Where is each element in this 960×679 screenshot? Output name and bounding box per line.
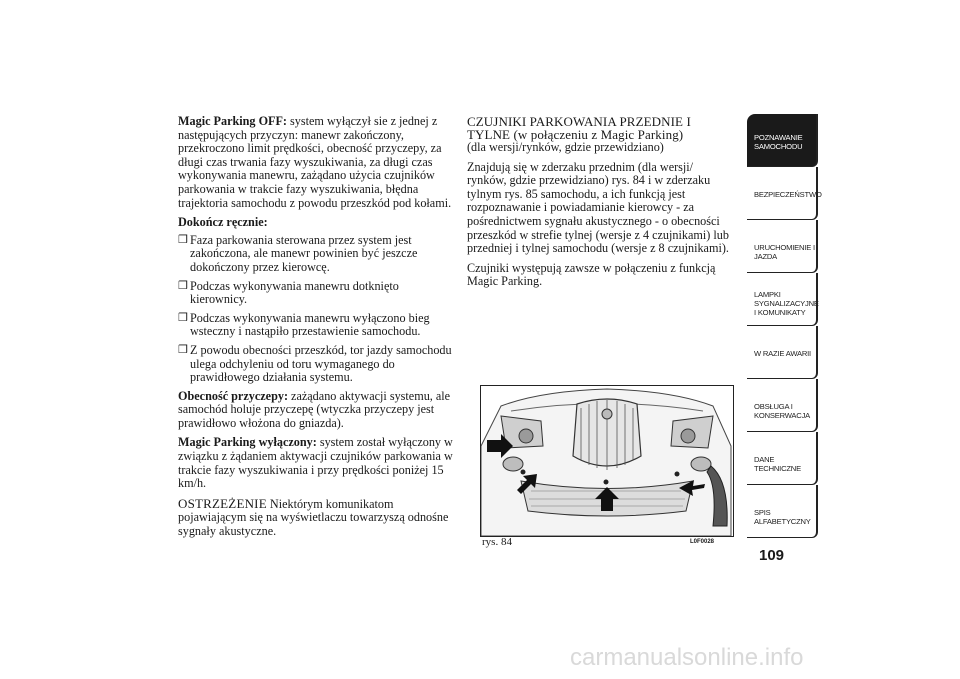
tab-obsluga-i-konserwacja[interactable]: OBSŁUGA I KONSERWACJA [747,379,818,432]
tab-bezpieczenstwo[interactable]: BEZPIECZEŃSTWO [747,167,818,220]
tab-uruchomienie-i-jazda[interactable]: URUCHOMIENIE I JAZDA [747,220,818,273]
warning-paragraph: OSTRZEŻENIE Niektórym komunikatom pojawiającym się na wyświetlaczu towarzyszą odnośne sygnały akustyczne. [178,495,449,539]
figure-caption: rys. 84 [482,536,512,548]
paragraph-obecnosc-przyczepy: Obecność przyczepy: zażądano aktywacji systemu, ale samochód holuje przyczepę (wtyczka przyczepy jest prawidłowo włożona do gniazda). [178,388,451,430]
figure-code: L0F0028 [690,539,715,545]
tab-w-razie-awarii[interactable]: W RAZIE AWARII [747,326,818,379]
bullet-item: ❒ Z powodu obecności przeszkód, tor jazdy samochodu ulega odchyleniu od toru wymaganego do prawidłowego działania systemu. [178,342,452,385]
right-column [467,115,732,295]
checkbox-bullet-icon: ❒ [178,279,188,292]
bullet-item: ❒ Podczas wykonywania manewru wyłączono bieg wsteczny i nastąpiło przestawienie samochodu. [178,310,430,339]
chapter-tabs [747,114,822,538]
tab-dane-techniczne[interactable]: DANE TECHNICZNE [747,432,818,485]
bullet-item: ❒ Podczas wykonywania manewru dotknięto kierownicy. [178,278,399,307]
page-number: 109 [759,547,785,564]
tab-lampki-sygnalizacyjne[interactable]: LAMPKI SYGNALIZACYJNE I KOMUNIKATY [747,273,818,326]
left-column [178,115,453,545]
car-front-illustration [481,386,733,536]
paragraph-sensors-location: Znajdują się w zderzaku przednim (dla wersji/ rynków, gdzie przewidziano) rys. 84 i w zderzaku tylnym rys. 85 samochodu, a ich funkcją jest rozpoznawanie i powiadamianie kierowcy - za pośrednictwem sygnału akustycznego - o obecności przeszkód w strefie tylnej (wersje z 4 czujnikami) lub przedniej i tylnej samochodu (wersje z 8 czujnikami). [467,159,729,256]
tab-poznawanie-samochodu[interactable]: POZNAWANIE SAMOCHODU [747,114,818,167]
section-heading: CZUJNIKI PARKOWANIA PRZEDNIE I TYLNE (w połączeniu z Magic Parking) [467,114,691,142]
paragraph-magic-parking-wylaczony: Magic Parking wyłączony: system został wyłączony w związku z żądaniem aktywacji czujników parkowania w trakcie fazy wyszukiwania i przy prędkości poniżej 15 km/h. [178,435,453,491]
tab-spis-alfabetyczny[interactable]: SPIS ALFABETYCZNY [747,485,818,538]
paragraph-dokoncz-recznie: Dokończ ręcznie: [178,215,268,230]
paragraph-sensors-magic-parking: Czujniki występują zawsze w połączeniu z funkcją Magic Parking. [467,260,716,289]
checkbox-bullet-icon: ❒ [178,233,188,246]
checkbox-bullet-icon: ❒ [178,311,188,324]
figure-front-bumper-sensors [480,385,734,537]
section-subheading: (dla wersji/rynków, gdzie przewidziano) [467,140,664,154]
paragraph-magic-parking-off: Magic Parking OFF: system wyłączył sie z jednej z następujących przyczyn: manewr zakończony, przekroczono limit prędkości, obecność przyczepy, za długi czas trwania fazy wyszukiwania, za długi czas wykonywania manewru, zażądano użycia czujników parkowania w trakcie fazy wyszukiwania, błędna trajektoria samochodu z powodu przeszkód pod kołami. [178,114,452,210]
checkbox-bullet-icon: ❒ [178,343,188,356]
bullet-item: ❒ Faza parkowania sterowana przez system jest zakończona, ale manewr powinien być jeszcze dokończony przez kierowcę. [178,232,418,274]
watermark: carmanualsonline.info [570,644,804,671]
